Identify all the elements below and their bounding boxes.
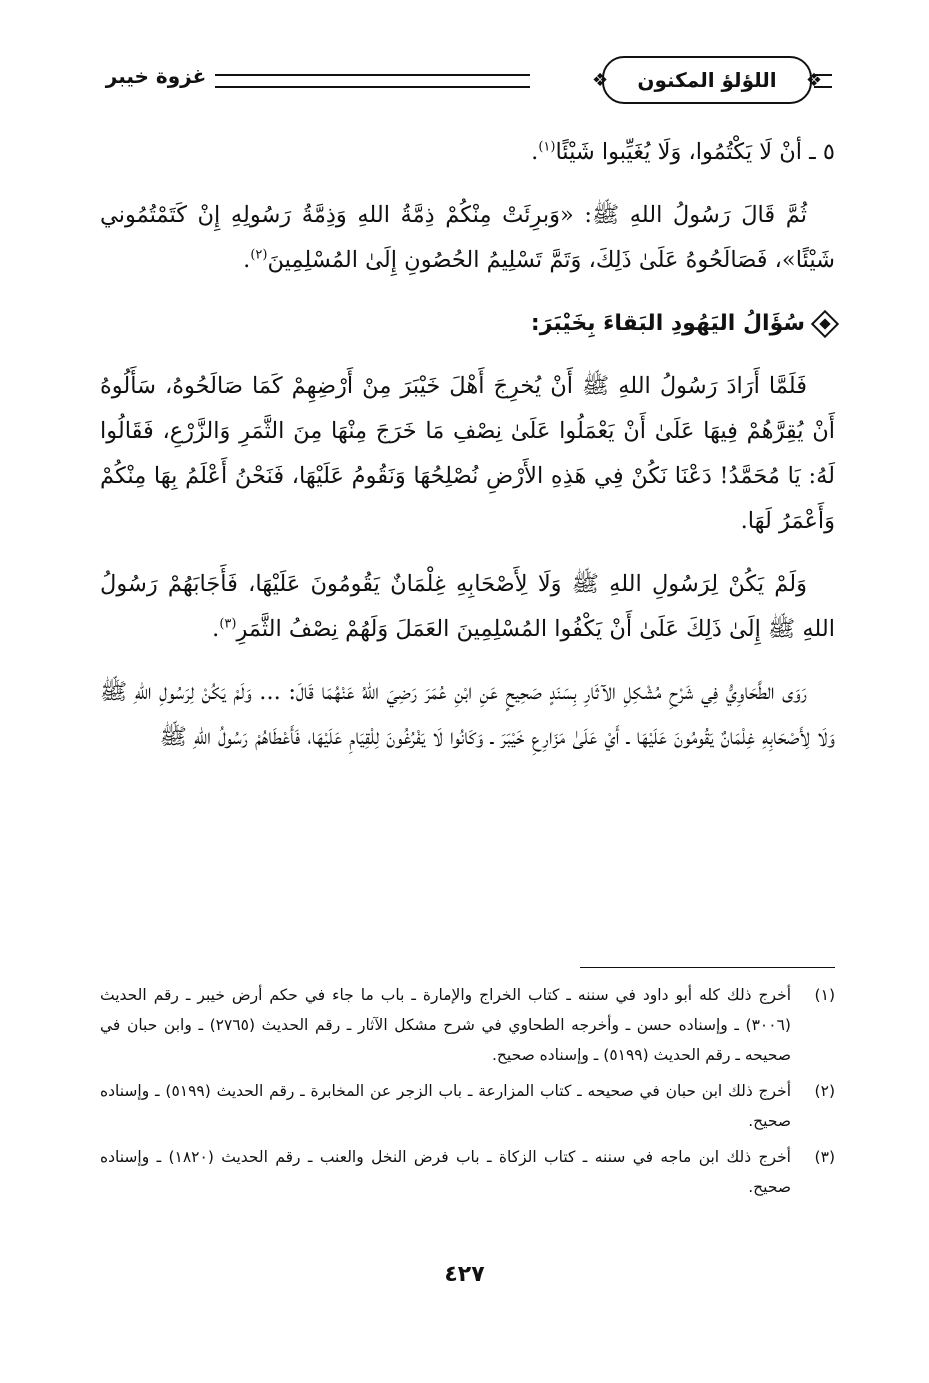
ornament-icon: ❖	[592, 70, 609, 91]
section-heading-text: سُؤَالُ اليَهُودِ البَقاءَ بِخَيْبَرَ:	[530, 311, 805, 336]
diamond-bullet-icon	[811, 309, 839, 337]
paragraph-text: رَوَى الطَّحَاوِيُّ فِي شَرْحِ مُشْكِلِ الآثَارِ بِسَنَدٍ صَحِيحٍ عَنِ ابْنِ عُمَرَ رَضِيَ اللهُ عَنْهُمَا قَالَ: ... وَلَمْ يَكُنْ لِرَسُولِ اللهِ ﷺ وَلَا لِأَصْحَابِهِ غِلْمَانٌ يَقُومُونَ عَلَيْهَا ـ أَيْ عَلَىٰ مَزَارِعِ خَيْبَرَ ـ وَكَانُوا لَا يَفْرُغُونَ لِلْقِيَامِ عَلَيْهَا، فَأَعْطَاهُمْ رَسُولُ اللهِ ﷺ	[100, 679, 835, 750]
footnote-item	[100, 1076, 835, 1136]
footnote-text: أخرج ذلك ابن حبان في صحيحه ـ كتاب المزارعة ـ باب الزجر عن المخابرة ـ رقم الحديث (٥١٩٩) ـ وإسناده صحيح.	[100, 1082, 791, 1130]
paragraph	[100, 193, 835, 283]
book-title: اللؤلؤ المكنون	[637, 68, 777, 92]
paragraph-text: ٥ ـ أنْ لَا يَكْتُمُوا، وَلَا يُغَيِّبوا شَيْئًا	[555, 139, 835, 165]
paragraph-text: فَلَمَّا أَرَادَ رَسُولُ اللهِ ﷺ أَنْ يُخرِجَ أَهْلَ خَيْبَرَ مِنْ أَرْضِهِمْ كَمَا صَالَحُوهُ، سَأَلُوهُ أَنْ يُقِرَّهُمْ فِيهَا عَلَىٰ أَنْ يَعْمَلُوا عَلَىٰ نِصْفِ مَا خَرَجَ مِنْهَا مِنَ الثَّمَرِ وَالزَّرْعِ، فَقَالُوا لَهُ: يَا مُحَمَّدُ! دَعْنَا نَكُنْ فِي هَذِهِ الأَرْضِ نُصْلِحُهَا وَنَقُومُ عَلَيْهَا، فَنَحْنُ أَعْلَمُ بِهَا مِنْكُمْ وَأَعْمَرُ لَهَا.	[100, 373, 835, 534]
footnote-ref[interactable]: (٢)	[250, 247, 268, 263]
running-header	[100, 52, 832, 108]
footnote-text: أخرج ذلك ابن ماجه في سننه ـ كتاب الزكاة ـ باب فرض النخل والعنب ـ رقم الحديث (١٨٢٠) ـ وإسناده صحيح.	[100, 1148, 791, 1196]
paragraph-end: .	[212, 616, 220, 642]
footnote-separator	[580, 967, 835, 968]
paragraph-end: .	[531, 139, 539, 165]
page-number: ٤٢٧	[444, 1262, 485, 1287]
paragraph-text: وَلَمْ يَكُنْ لِرَسُولِ اللهِ ﷺ وَلَا لِأَصْحَابِهِ غِلْمَانٌ يَقُومُونَ عَلَيْهَا، فَأَجَابَهُمْ رَسُولُ اللهِ ﷺ إِلَىٰ ذَلِكَ عَلَىٰ أَنْ يَكْفُوا المُسْلِمِينَ العَمَلَ وَلَهُمْ نِصْفُ الثَّمَرِ	[100, 571, 835, 642]
footnotes	[100, 980, 835, 1208]
book-title-cartouche	[592, 56, 822, 104]
paragraph-text: ثُمَّ قَالَ رَسُولُ اللهِ ﷺ: «وَبرِئَتْ مِنْكُمْ ذِمَّةُ اللهِ وَذِمَّةُ رَسُولِهِ إِنْ كَتَمْتُمُوني شَيْئًا»، فَصَالَحُوهُ عَلَىٰ ذَلِكَ، وَتَمَّ تَسْلِيمُ الحُصُونِ إِلَىٰ المُسْلِمِينَ	[100, 202, 835, 273]
paragraph-end: .	[243, 247, 251, 273]
chapter-title: غزوة خيبر	[105, 64, 207, 88]
footnote-text: أخرج ذلك كله أبو داود في سننه ـ كتاب الخراج والإمارة ـ باب ما جاء في حكم أرض خيبر ـ رقم الحديث (٣٠٠٦) ـ وإسناده حسن ـ وأخرجه الطحاوي في شرح مشكل الآثار ـ رقم الحديث (٢٧٦٥) ـ وابن حبان في صحيحه ـ رقم الحديث (٥١٩٩) ـ وإسناده صحيح.	[100, 986, 791, 1064]
footnote-number: (٢)	[814, 1082, 835, 1100]
main-text	[100, 130, 835, 778]
section-heading	[100, 301, 835, 346]
footnote-ref[interactable]: (٣)	[219, 616, 237, 632]
paragraph	[100, 562, 835, 652]
ornament-icon: ❖	[805, 70, 822, 91]
paragraph	[100, 364, 835, 544]
footnote-number: (١)	[814, 986, 835, 1004]
footnote-number: (٣)	[814, 1148, 835, 1166]
paragraph	[100, 670, 835, 760]
header-rule-left	[215, 74, 530, 88]
footnote-ref[interactable]: (١)	[538, 139, 556, 155]
footnote-item	[100, 980, 835, 1070]
footnote-item	[100, 1142, 835, 1202]
paragraph	[100, 130, 835, 175]
